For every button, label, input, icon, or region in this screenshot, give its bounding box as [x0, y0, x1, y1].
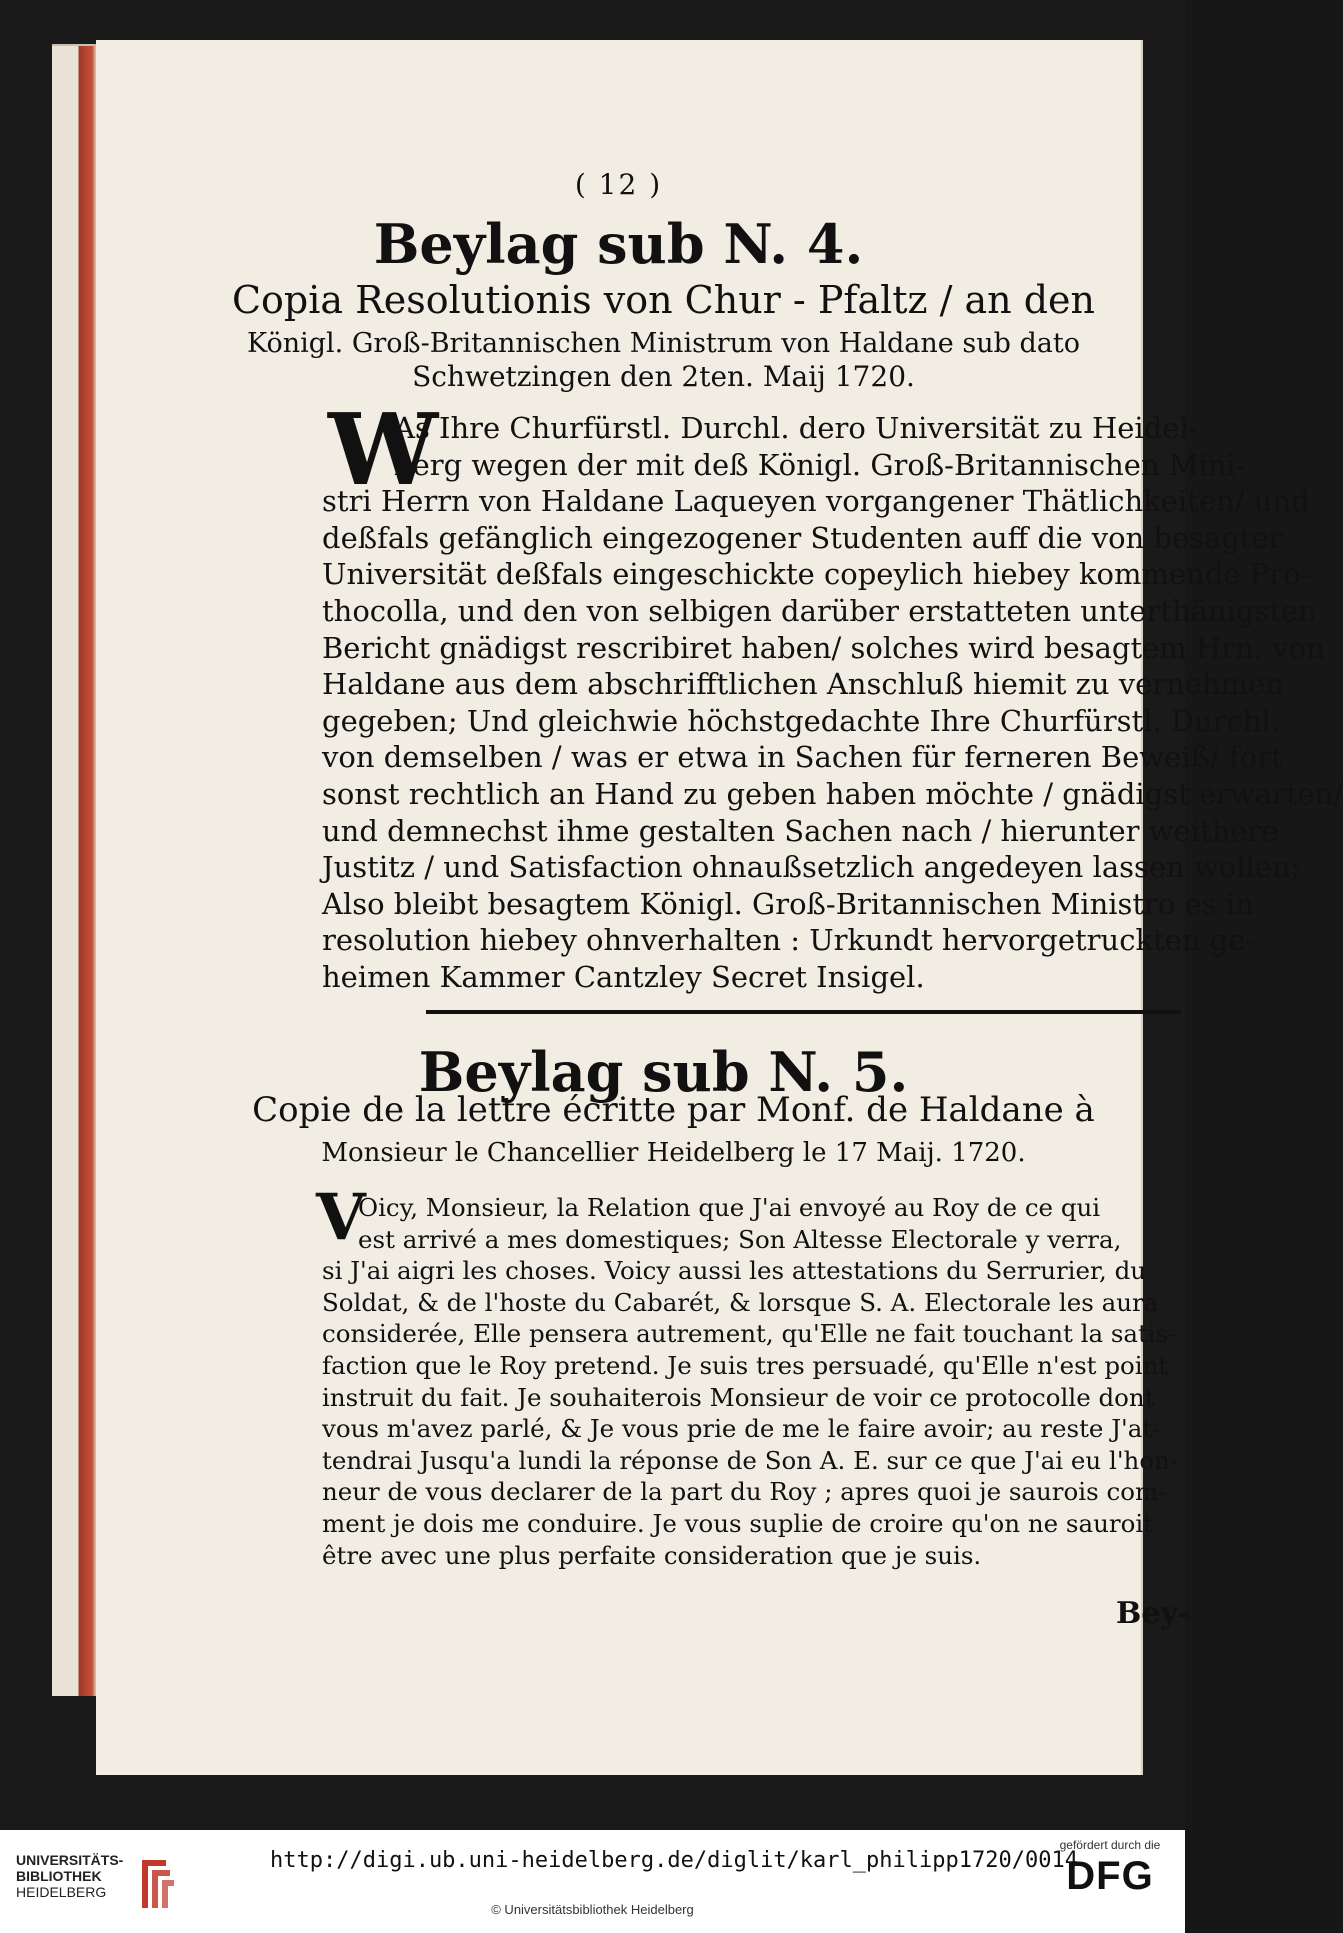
- body-line: berg wegen der mit deß Königl. Groß-Britannischen Mini-: [394, 447, 1246, 482]
- body-line: deßfals gefänglich eingezogener Studenten auff die von besagter: [322, 520, 1283, 555]
- catchword: Bey-: [1116, 1596, 1191, 1631]
- body-line: être avec une plus perfaite consideration que je suis.: [322, 1540, 982, 1570]
- section2-title-line1: Copie de la lettre écritte par Monf. de Haldane à: [252, 1090, 1095, 1130]
- body-line: vous m'avez parlé, & Je vous prie de me le faire avoir; au reste J'at-: [322, 1414, 1161, 1444]
- body-line: Also bleibt besagtem Königl. Groß-Britannischen Ministro es in: [322, 886, 1254, 921]
- body-line: stri Herrn von Haldane Laqueyen vorgangener Thätlichkeiten/ und: [322, 484, 1310, 519]
- section1-title-line2: Königl. Groß-Britannischen Ministrum von Haldane sub dato: [247, 328, 1080, 359]
- body-line: heimen Kammer Cantzley Secret Insigel.: [322, 959, 925, 994]
- body-line: ment je dois me conduire. Je vous suplie de croire qu'on ne sauroit: [322, 1508, 1154, 1538]
- library-name-line3: HEIDELBERG: [16, 1884, 107, 1900]
- page-folio: ( 12 ): [574, 168, 663, 201]
- body-line: Universität deßfals eingeschickte copeylich hiebey kommende Pro-: [322, 557, 1311, 592]
- body-line: thocolla, und den von selbigen darüber erstatteten unterthänigsten: [322, 593, 1317, 628]
- body-line: si J'ai aigri les choses. Voicy aussi les attestations du Serrurier, du: [322, 1256, 1147, 1286]
- body-line: und demnechst ihme gestalten Sachen nach / hierunter weithere: [322, 813, 1279, 848]
- body-line: sonst rechtlich an Hand zu geben haben möchte / gnädigst erwarten/: [322, 776, 1343, 811]
- section-divider-rule: [426, 1010, 1181, 1014]
- library-name-line1: UNIVERSITÄTS-: [16, 1852, 124, 1868]
- funder-caption: gefördert durch die: [1059, 1838, 1161, 1852]
- section1-body: [322, 410, 1343, 996]
- permalink-url[interactable]: http://digi.ub.uni-heidelberg.de/diglit/karl_philipp1720/0014: [270, 1848, 1078, 1873]
- section1-heading: Beylag sub N. 4.: [373, 212, 864, 276]
- body-line: tendrai Jusqu'a lundi la réponse de Son A. E. sur ce que J'ai eu l'hon-: [322, 1445, 1179, 1475]
- section2-drop-initial: V: [316, 1180, 366, 1255]
- body-line: Haldane aus dem abschrifftlichen Anschluß hiemit zu vernehmen: [322, 667, 1285, 702]
- dfg-logo: DFG: [1066, 1854, 1154, 1898]
- library-name: [16, 1852, 123, 1900]
- body-line: considerée, Elle pensera autrement, qu'Elle ne fait touchant la satis-: [322, 1319, 1177, 1349]
- body-line: Bericht gnädigst rescribiret haben/ solches wird besagtem Hrn. von: [322, 630, 1325, 665]
- body-line: Soldat, & de l'hoste du Cabarét, & lorsque S. A. Electorale les aura: [322, 1287, 1159, 1317]
- body-line: As Ihre Churfürstl. Durchl. dero Universität zu Heidel-: [394, 411, 1199, 445]
- funder-block[interactable]: [1040, 1838, 1180, 1928]
- section2-title-line2: Monsieur le Chancellier Heidelberg le 17 Maij. 1720.: [321, 1138, 1026, 1168]
- footer-bar: [0, 1830, 1185, 1933]
- body-line: Justitz / und Satisfaction ohnaußsetzlich angedeyen lassen wollen;: [322, 850, 1301, 885]
- body-line: neur de vous declarer de la part du Roy ; apres quoi je saurois com-: [322, 1477, 1167, 1507]
- section2-heading: Beylag sub N. 5.: [418, 1040, 909, 1104]
- section2-body: [322, 1192, 1184, 1571]
- body-line: faction que le Roy pretend. Je suis tres persuadé, qu'Elle n'est point: [322, 1350, 1169, 1380]
- body-line: Oicy, Monsieur, la Relation que J'ai envoyé au Roy de ce qui: [358, 1193, 1101, 1222]
- body-line: est arrivé a mes domestiques; Son Altesse Electorale y verra,: [358, 1224, 1122, 1254]
- book-page: [96, 40, 1343, 1775]
- library-name-line2: BIBLIOTHEK: [16, 1868, 102, 1884]
- body-line: von demselben / was er etwa in Sachen für ferneren Beweiß/ fort: [322, 740, 1283, 775]
- section1-title-line1: Copia Resolutionis von Chur - Pfaltz / an den: [231, 278, 1096, 322]
- body-line: resolution hiebey ohnverhalten : Urkundt hervorgetruckten ge-: [322, 923, 1256, 958]
- body-line: gegeben; Und gleichwie höchstgedachte Ihre Churfürstl. Durchl.: [322, 703, 1281, 738]
- section1-title-line3: Schwetzingen den 2ten. Maij 1720.: [412, 360, 915, 393]
- book-fore-edge: [52, 44, 98, 1696]
- section1-drop-initial: W: [328, 393, 439, 508]
- copyright-notice: © Universitätsbibliothek Heidelberg: [491, 1902, 694, 1917]
- body-line: instruit du fait. Je souhaiterois Monsieur de voir ce protocolle dont: [322, 1382, 1155, 1412]
